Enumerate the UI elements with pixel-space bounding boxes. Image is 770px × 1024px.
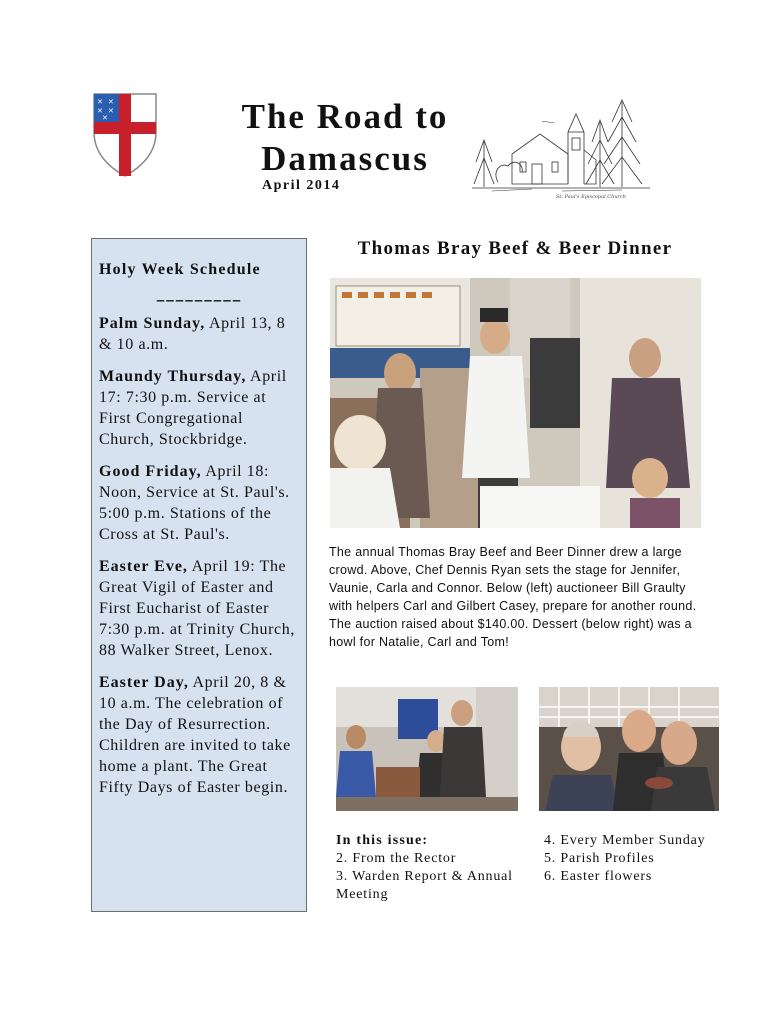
svg-text:✕: ✕ [108,98,114,106]
dessert-photo [539,687,719,811]
schedule-entry [99,366,300,450]
issue-item: 5. Parish Profiles [544,851,655,866]
sidebar-heading: Holy Week Schedule [99,261,261,278]
church-sketch-illustration [472,92,650,200]
issue-date: April 2014 [262,178,341,193]
schedule-text: April 17: 7:30 p.m. Service at First Congregational Church, Stockbridge. [99,368,287,448]
issue-item: 6. Easter flowers [544,869,653,884]
svg-text:✕: ✕ [108,107,114,115]
in-this-issue-heading: In this issue: [336,833,429,848]
schedule-entry [99,461,300,545]
holy-week-sidebar [91,238,307,912]
schedule-entry [99,672,300,798]
schedule-entry [99,556,300,661]
svg-text:✕: ✕ [97,98,103,106]
auction-photo [336,687,518,811]
church-caption: St. Paul's Episcopal Church [556,194,626,200]
schedule-text: April 13, 8 & 10 a.m. [99,315,286,353]
article-headline: Thomas Bray Beef & Beer Dinner [357,238,673,259]
schedule-day: Good Friday, [99,463,202,480]
issue-item: 2. From the Rector [336,851,457,866]
issue-item: 4. Every Member Sunday [544,833,706,848]
photo-caption: The annual Thomas Bray Beef and Beer Dinner drew a large crowd. Above, Chef Dennis Ryan sets the stage for Jennifer, Vaunie, Carla and Connor. Below (left) auctioneer Bill Graulty with helpers Carl and Gilbert Casey, prepare for another round. The auction raised about $140.00. Dessert (below right) was a howl for Natalie, Carl and Tom! [329,545,697,649]
newsletter-title: The Road to Damascus [241,97,449,178]
schedule-text: April 20, 8 & 10 a.m. The celebration of the Day of Resurrection. Children are invited to take home a plant. The Great Fifty Days of Easter begin. [99,674,291,796]
schedule-day: Easter Day, [99,674,189,691]
schedule-text: April 19: The Great Vigil of Easter and First Eucharist of Easter 7:30 p.m. at Trinity Church, 88 Walker Street, Lenox. [99,558,295,659]
svg-text:✕: ✕ [102,114,108,122]
issue-item: 3. Warden Report & Annual Meeting [336,869,513,902]
schedule-day: Palm Sunday, [99,315,206,332]
dinner-photo-main [330,278,701,528]
episcopal-shield-icon [92,92,158,178]
svg-text:✕: ✕ [97,107,103,115]
schedule-day: Easter Eve, [99,558,188,575]
schedule-text: April 18: Noon, Service at St. Paul's. 5:00 p.m. Stations of the Cross at St. Paul's. [99,463,290,543]
schedule-entry [99,313,300,355]
schedule-day: Maundy Thursday, [99,368,247,385]
sidebar-rule: _________ [156,284,243,302]
